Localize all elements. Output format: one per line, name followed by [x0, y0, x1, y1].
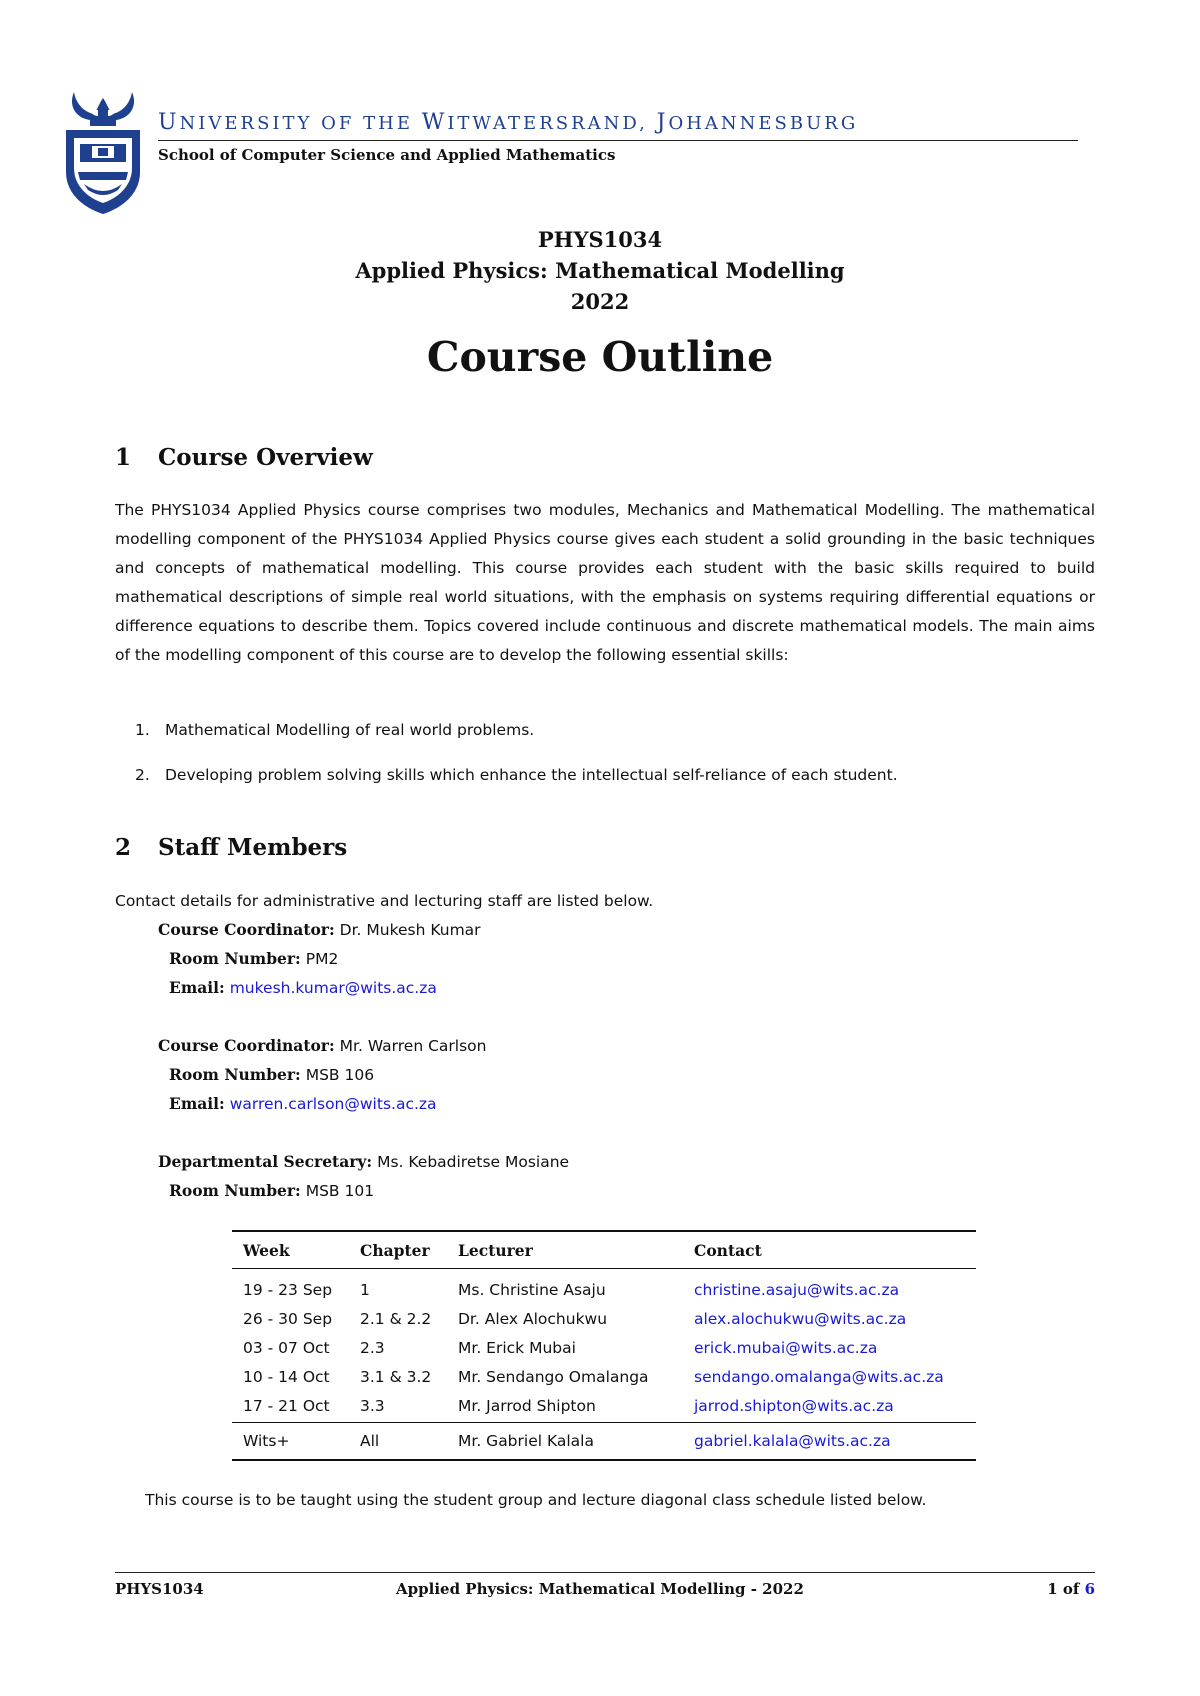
- header-lecturer: Lecturer: [458, 1240, 533, 1260]
- skills-list: [135, 721, 534, 739]
- course-code: PHYS1034: [537, 227, 663, 252]
- header-contact: Contact: [694, 1240, 762, 1260]
- document-title: Course Outline: [426, 333, 774, 381]
- total-pages-link[interactable]: 6: [1084, 1580, 1095, 1598]
- table-header-rule: [232, 1268, 976, 1269]
- contact-email-link[interactable]: christine.asaju@wits.ac.za: [694, 1280, 900, 1299]
- staff-intro: Contact details for administrative and lecturing staff are listed below.: [115, 892, 654, 910]
- lecturer-schedule-table: [232, 1230, 976, 1461]
- footer-course-title: Applied Physics: Mathematical Modelling - 2022: [396, 1580, 804, 1598]
- table-row: 03 - 07 Oct 2.3 Mr. Erick Mubai erick.mubai@wits.ac.za: [232, 1333, 976, 1362]
- section-heading-staff-members: 2 Staff Members: [115, 834, 348, 861]
- title-block: [0, 224, 1200, 381]
- header-week: Week: [243, 1240, 290, 1260]
- table-row: 17 - 21 Oct 3.3 Mr. Jarrod Shipton jarrod.shipton@wits.ac.za: [232, 1391, 976, 1420]
- header-chapter: Chapter: [360, 1240, 430, 1260]
- staff1-email: Email: mukesh.kumar@wits.ac.za: [169, 978, 437, 997]
- staff1-room: Room Number: PM2: [169, 949, 339, 968]
- table-header-row: [232, 1232, 976, 1268]
- university-name: UNIVERSITY OF THE WITWATERSRAND, JOHANNESBURG: [158, 110, 859, 135]
- contact-email-link[interactable]: gabriel.kalala@wits.ac.za: [694, 1432, 891, 1450]
- table-row: 26 - 30 Sep 2.1 & 2.2 Dr. Alex Alochukwu alex.alochukwu@wits.ac.za: [232, 1304, 976, 1333]
- section-heading-course-overview: 1 Course Overview: [115, 444, 373, 471]
- secretary-room: Room Number: MSB 101: [169, 1181, 375, 1200]
- contact-email-link[interactable]: sendango.omalanga@wits.ac.za: [694, 1367, 944, 1386]
- table-bottom-rule: [232, 1459, 976, 1461]
- header-divider: [158, 140, 1078, 141]
- overview-paragraph: The PHYS1034 Applied Physics course comprises two modules, Mechanics and Mathematical Modelling. The mathematical modelling component of the PHYS1034 Applied Physics course gives each student a solid grounding in the basic techniques and concepts of mathematical modelling. This course provides each student with the basic skills required to build mathematical descriptions of simple real world situations, with the emphasis on systems requiring differential equations or difference equations to describe them. Topics covered include continuous and discrete mathematical models. The main aims of the modelling component of this course are to develop the following essential skills:: [115, 501, 1095, 664]
- university-crest-logo: [60, 88, 146, 216]
- skills-list-item-2: [135, 766, 898, 784]
- closing-sentence: This course is to be taught using the student group and lecture diagonal class schedule listed below.: [145, 1491, 927, 1509]
- secretary: Departmental Secretary: Ms. Kebadiretse Mosiane: [158, 1152, 570, 1171]
- staff2-email: Email: warren.carlson@wits.ac.za: [169, 1094, 437, 1113]
- table-row: 10 - 14 Oct 3.1 & 3.2 Mr. Sendango Omalanga sendango.omalanga@wits.ac.za: [232, 1362, 976, 1391]
- contact-email-link[interactable]: alex.alochukwu@wits.ac.za: [694, 1309, 907, 1328]
- table-row: 19 - 23 Sep 1 Ms. Christine Asaju christine.asaju@wits.ac.za: [232, 1275, 976, 1304]
- contact-email-link[interactable]: erick.mubai@wits.ac.za: [694, 1338, 878, 1357]
- staff1-email-link[interactable]: mukesh.kumar@wits.ac.za: [229, 979, 437, 997]
- course-year: 2022: [570, 289, 630, 314]
- footer-page-number: 1 of 6: [1047, 1580, 1095, 1598]
- contact-email-link[interactable]: jarrod.shipton@wits.ac.za: [694, 1396, 894, 1415]
- staff2-room: Room Number: MSB 106: [169, 1065, 375, 1084]
- staff1-coordinator: Course Coordinator: Dr. Mukesh Kumar: [158, 920, 481, 939]
- course-name: Applied Physics: Mathematical Modelling: [355, 258, 845, 283]
- list-item: 1. Mathematical Modelling of real world problems.: [135, 721, 535, 739]
- list-item: 2. Developing problem solving skills which enhance the intellectual self-reliance of each student.: [135, 766, 898, 784]
- staff2-coordinator: Course Coordinator: Mr. Warren Carlson: [158, 1036, 487, 1055]
- footer-divider: [115, 1572, 1095, 1573]
- footer-course-code: PHYS1034: [115, 1580, 204, 1598]
- school-name: School of Computer Science and Applied Mathematics: [158, 146, 616, 164]
- table-row: Wits+ All Mr. Gabriel Kalala gabriel.kalala@wits.ac.za: [232, 1423, 976, 1459]
- staff2-email-link[interactable]: warren.carlson@wits.ac.za: [229, 1095, 437, 1113]
